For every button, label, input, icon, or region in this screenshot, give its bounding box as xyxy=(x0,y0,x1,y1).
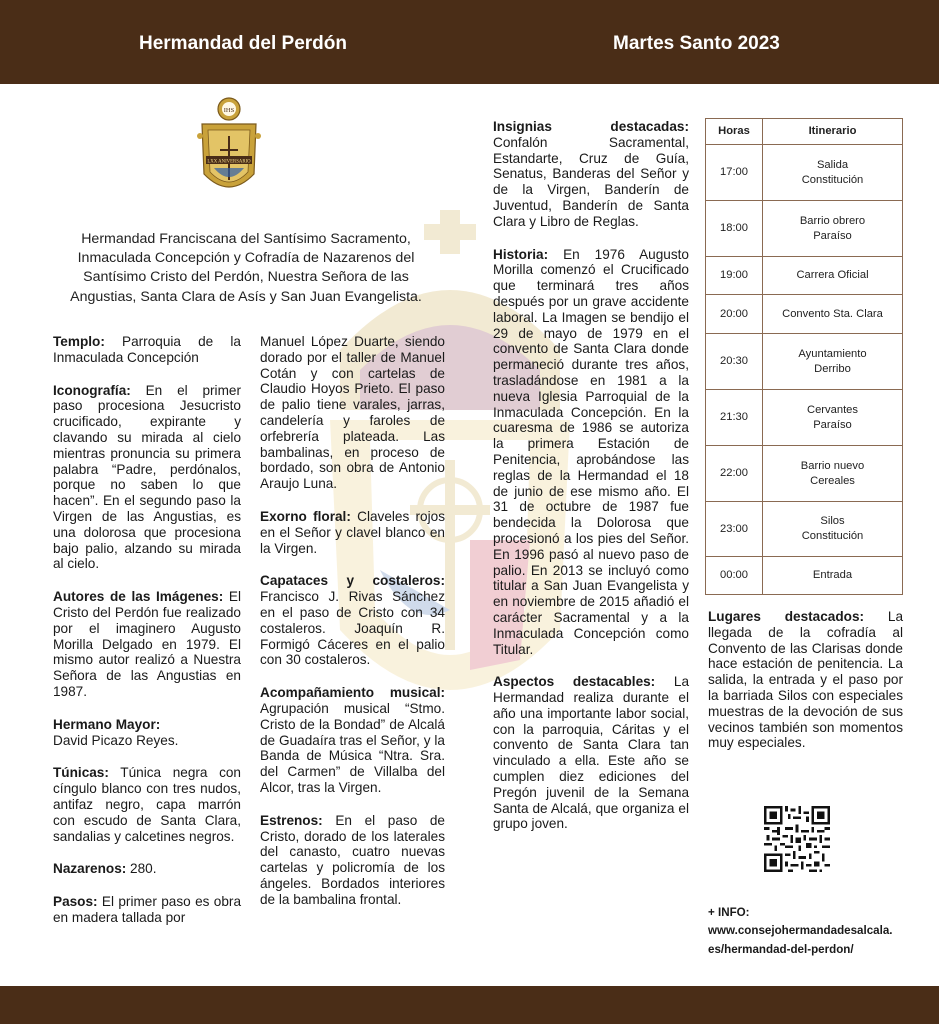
itinerary-row xyxy=(706,557,903,595)
itinerary-hour: 19:00 xyxy=(706,257,763,295)
brotherhood-name: Hermandad del Perdón xyxy=(139,33,347,54)
estrenos-entry xyxy=(260,813,445,908)
itinerary-hour: 00:00 xyxy=(706,557,763,595)
insignias-entry xyxy=(493,119,689,230)
column-1 xyxy=(53,334,241,943)
route-line-1: Barrio nuevo xyxy=(800,459,865,472)
exorno-entry xyxy=(260,509,445,556)
itinerary-route xyxy=(763,390,903,446)
route-line-1: Ayuntamiento xyxy=(798,347,867,360)
nazarenos-text: 280. xyxy=(126,861,157,877)
itinerary-route xyxy=(763,502,903,557)
itinerary-table xyxy=(705,118,903,595)
route-line-1: Cervantes xyxy=(807,403,858,416)
itinerary-row xyxy=(706,145,903,201)
templo-entry xyxy=(53,334,241,366)
itinerary-hour: 20:00 xyxy=(706,295,763,334)
column-2 xyxy=(260,334,445,925)
itinerary-row xyxy=(706,334,903,390)
route-line-1: Entrada xyxy=(812,569,853,581)
pasos-continued: Manuel López Duarte, siendo dorado por el taller de Manuel Cotán y con cartelas de Claudio Hoyos Prieto. El paso de palio tiene varales, jarras, candelería y faroles de orfebrería plateada. Las bambalinas, en proceso de bordado, son obra de Antonio Araujo Luna. xyxy=(260,334,445,492)
itinerary-row xyxy=(706,257,903,295)
itinerary-hour: 21:30 xyxy=(706,390,763,446)
route-line-1: Silos xyxy=(820,515,845,527)
more-info xyxy=(708,904,908,959)
autores-entry xyxy=(53,589,241,700)
hermano-mayor-text: David Picazo Reyes. xyxy=(53,732,179,748)
aspectos-text: La Hermandad realiza durante el año una importante labor social, con la parroquia, Cáritas y el convento de Santa Clara tan vinculado a ella. Este año se cumplen diez ediciones del Pregón juvenil de la Semana Santa de Alcalá, que organiza el grupo joven. xyxy=(493,674,689,832)
historia-entry xyxy=(493,247,689,658)
pasos-label: Pasos: xyxy=(53,894,98,910)
crest-band: LXX ANIVERSARIO xyxy=(207,159,251,165)
pasos-text: El primer paso es obra en madera tallada por xyxy=(53,894,241,925)
nazarenos-label: Nazarenos: xyxy=(53,861,127,877)
brotherhood-crest-icon xyxy=(196,96,262,204)
route-line-2: Constitución xyxy=(801,530,864,542)
crest-ihs: IHS xyxy=(223,107,235,114)
route-line-2: Cereales xyxy=(810,474,855,487)
info-label: + INFO: xyxy=(708,906,750,919)
route-column-header: Itinerario xyxy=(763,119,903,145)
itinerary-route xyxy=(763,446,903,502)
itinerary-row xyxy=(706,390,903,446)
route-line-2: Paraíso xyxy=(813,418,852,431)
autores-label: Autores de las Imágenes: xyxy=(53,589,224,605)
itinerary-hour: 20:30 xyxy=(706,334,763,390)
aspectos-label: Aspectos destacables: xyxy=(493,674,656,690)
capataces-label: Capataces y costaleros: xyxy=(260,573,445,589)
templo-label: Templo: xyxy=(53,334,105,349)
acompanamiento-entry xyxy=(260,685,445,796)
acompanamiento-label: Acompañamiento musical: xyxy=(260,685,445,701)
tunicas-entry xyxy=(53,765,241,844)
pasos-entry xyxy=(53,894,241,926)
itinerary-route xyxy=(763,145,903,201)
capataces-text: Francisco J. Rivas Sánchez en el paso de Cristo con 34 costaleros. Joaquín R. Formigó Cáceres en el palio con 30 costaleros. xyxy=(260,589,445,668)
tunicas-label: Túnicas: xyxy=(53,765,109,781)
itinerary-row xyxy=(706,446,903,502)
acompanamiento-text: Agrupación musical “Stmo. Cristo de la Bondad” de Alcalá de Guadaíra tras el Señor, y la Banda de Música “Ntra. Sra. del Carmen” de Villalba del Alcor, tras la Virgen. xyxy=(260,700,445,795)
lugares-label: Lugares destacados: xyxy=(708,609,865,624)
estrenos-label: Estrenos: xyxy=(260,812,323,828)
nazarenos-entry xyxy=(53,861,241,877)
itinerary-row xyxy=(706,295,903,334)
itinerary-hour: 23:00 xyxy=(706,502,763,557)
lugares-destacados xyxy=(708,609,903,751)
route-line-1: Convento Sta. Clara xyxy=(782,307,883,320)
route-line-1: Carrera Oficial xyxy=(796,269,869,281)
column-3 xyxy=(493,119,689,849)
capataces-entry xyxy=(260,573,445,668)
header-bar xyxy=(0,0,939,84)
itinerary-route xyxy=(763,257,903,295)
hermano-mayor-entry xyxy=(53,717,241,749)
historia-label: Historia: xyxy=(493,246,549,262)
estrenos-text: En el paso de Cristo, dorado de los laterales del canasto, cuatro nuevas cartelas y policromía de los ángeles. Bordados interiores de la bambalina frontal. xyxy=(260,812,445,907)
route-line-2: Paraíso xyxy=(813,229,852,242)
itinerary-route xyxy=(763,334,903,390)
itinerary-route xyxy=(763,557,903,595)
qr-code-icon[interactable] xyxy=(764,806,830,872)
itinerary-route xyxy=(763,295,903,334)
iconografia-entry xyxy=(53,383,241,573)
route-line-2: Derribo xyxy=(814,362,851,375)
itinerary-header-row xyxy=(706,119,903,145)
itinerary-row xyxy=(706,502,903,557)
historia-text: En 1976 Augusto Morilla comenzó el Crucificado que terminará tres años después por un grave accidente laboral. La Imagen se bendijo el 29 de mayo de 1979 en el convento de Santa Clara donde permaneció durante tres años, trasladándose en 1981 a la nueva Iglesia Parroquial de la Inmaculada Concepción. En la cuaresma de 1986 se autoriza la primera Estación de Penitencia, aprobándose las reglas de la Hermandad el 18 de junio de ese mismo año. El 31 de octubre de 1987 fue bendecida la Dolorosa que procesionó a los pies del Señor. En 1996 pasó al nuevo paso de palio. En 2013 se incluyó como titular a San Juan Evangelista y en noviembre de 2015 añadió el carácter Sacramental y a la Inmaculada Concepción como Titular. xyxy=(493,246,689,657)
lugares-text: La llegada de la cofradía al Convento de las Clarisas donde hace estación de penitencia. La salida, la entrada y el paso por la barriada Silos con especiales muestras de la devoción de sus vecinos también son momentos muy especiales. xyxy=(708,609,903,751)
iconografia-text: En el primer paso procesiona Jesucristo crucificado, expirante y clavando su mirada al cielo mientras pronuncia su primera palabra “Padre, perdónalos, porque no saben lo que hacen”. En el segundo paso la Virgen de las Angustias, es una dolorosa que procesiona bajo palio, alzando su mirada al cielo. xyxy=(53,382,241,572)
exorno-text: Claveles rojos en el Señor y clavel blanco en la Virgen. xyxy=(260,508,445,556)
tunicas-text: Túnica negra con cíngulo blanco con tres nudos, antifaz negro, capa marrón con escudo de Santa Clara, sandalias y calcetines negros. xyxy=(53,765,241,844)
hermano-mayor-label: Hermano Mayor: xyxy=(53,716,161,732)
info-link-line-2[interactable]: es/hermandad-del-perdon/ xyxy=(708,942,854,956)
templo-text: Parroquia de la Inmaculada Concepción xyxy=(53,334,241,365)
info-link-line-1[interactable]: www.consejohermandadesalcala. xyxy=(708,924,893,938)
event-title: Martes Santo 2023 xyxy=(613,33,780,54)
aspectos-entry xyxy=(493,674,689,832)
iconografia-label: Iconografía: xyxy=(53,382,131,398)
hours-column-header: Horas xyxy=(706,119,763,145)
footer-bar xyxy=(0,986,939,1024)
itinerary-hour: 18:00 xyxy=(706,201,763,257)
insignias-text: Confalón Sacramental, Estandarte, Cruz de Guía, Senatus, Banderas del Señor y de la Virgen, Banderín de Juventud, Banderín de Santa Clara y Libro de Reglas. xyxy=(493,134,689,229)
route-line-1: Salida xyxy=(816,158,849,171)
brotherhood-full-title: Hermandad Franciscana del Santísimo Sacramento, Inmaculada Concepción y Cofradía de Nazarenos del Santísimo Cristo del Perdón, Nuestra Señora de las Angustias, Santa Clara de Asís y San Juan Evangelista. xyxy=(70,231,422,305)
itinerary-hour: 22:00 xyxy=(706,446,763,502)
itinerary-row xyxy=(706,201,903,257)
itinerary-route xyxy=(763,201,903,257)
itinerary-hour: 17:00 xyxy=(706,145,763,201)
route-line-2: Constitución xyxy=(801,173,864,186)
route-line-1: Barrio obrero xyxy=(799,214,866,227)
insignias-label: Insignias destacadas: xyxy=(493,119,689,134)
exorno-label: Exorno floral: xyxy=(260,508,351,524)
autores-text: El Cristo del Perdón fue realizado por el imaginero Augusto Morilla Delgado en 1979. El mismo autor realizó a Nuestra Señora de las Angustias en 1987. xyxy=(53,589,241,699)
